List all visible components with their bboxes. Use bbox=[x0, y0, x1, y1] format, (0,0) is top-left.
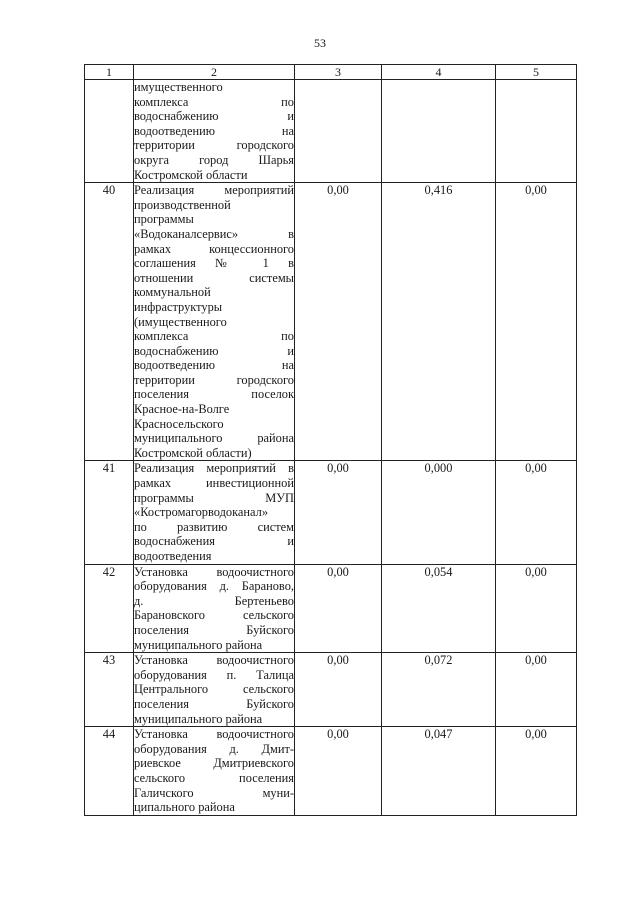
row-description bbox=[134, 183, 295, 461]
value-col-4: 0,054 bbox=[382, 564, 496, 653]
table-row bbox=[85, 80, 577, 183]
value-col-3: 0,00 bbox=[295, 564, 382, 653]
value-col-4: 0,047 bbox=[382, 727, 496, 816]
description-line: Установка водоочистного bbox=[134, 564, 294, 579]
description-line: поселения Буйского bbox=[134, 622, 294, 637]
description-line: программы МУП bbox=[134, 490, 294, 505]
row-number: 44 bbox=[85, 727, 134, 816]
description-line: д. Бертеньево bbox=[134, 593, 294, 608]
description-line: комплекса по bbox=[134, 329, 294, 344]
description-line: Реализация мероприятий в bbox=[134, 461, 294, 476]
description-line: территории городского bbox=[134, 372, 294, 387]
row-description bbox=[134, 727, 295, 816]
column-header: 5 bbox=[496, 65, 577, 80]
value-col-4: 0,072 bbox=[382, 653, 496, 727]
row-number: 42 bbox=[85, 564, 134, 653]
description-line: программы bbox=[134, 212, 194, 227]
row-number: 40 bbox=[85, 183, 134, 461]
value-col-5: 0,00 bbox=[496, 727, 577, 816]
description-line: оборудования д. Дмит- bbox=[134, 741, 294, 756]
description-line: инфраструктуры bbox=[134, 299, 223, 314]
description-line: поселения поселок bbox=[134, 387, 294, 402]
description-line: производственной bbox=[134, 197, 231, 212]
value-col-5 bbox=[496, 80, 577, 183]
description-line: рамках концессионного bbox=[134, 241, 294, 256]
value-col-5: 0,00 bbox=[496, 653, 577, 727]
description-line: соглашения № 1 в bbox=[134, 256, 294, 271]
description-line: коммунальной bbox=[134, 285, 211, 300]
description-line: Реализация мероприятий bbox=[134, 183, 294, 198]
table-body bbox=[85, 80, 577, 816]
description-line: муниципального района bbox=[134, 637, 263, 652]
description-line: Установка водоочистного bbox=[134, 727, 294, 742]
description-line: по развитию систем bbox=[134, 519, 294, 534]
table-header-row bbox=[85, 65, 577, 80]
description-line: Барановского сельского bbox=[134, 608, 294, 623]
column-header: 4 bbox=[382, 65, 496, 80]
row-description bbox=[134, 461, 295, 564]
value-col-3: 0,00 bbox=[295, 461, 382, 564]
description-line: риевское Дмитриевского bbox=[134, 756, 294, 771]
table-row bbox=[85, 727, 577, 816]
row-number bbox=[85, 80, 134, 183]
description-line: водоснабжению и bbox=[134, 343, 294, 358]
value-col-3: 0,00 bbox=[295, 183, 382, 461]
description-line: Красносельского bbox=[134, 416, 224, 431]
description-line: поселения Буйского bbox=[134, 696, 294, 711]
description-line: отношении системы bbox=[134, 270, 294, 285]
table-row bbox=[85, 183, 577, 461]
description-line: рамках инвестиционной bbox=[134, 476, 294, 491]
description-line: Установка водоочистного bbox=[134, 653, 294, 668]
description-line: Костромской области) bbox=[134, 445, 252, 460]
description-line: Костромской области bbox=[134, 167, 248, 182]
table-row bbox=[85, 653, 577, 727]
row-description bbox=[134, 80, 295, 183]
value-col-4: 0,416 bbox=[382, 183, 496, 461]
description-line: водоотведения bbox=[134, 549, 212, 563]
row-description bbox=[134, 653, 295, 727]
table-row bbox=[85, 461, 577, 564]
description-line: оборудования п. Талица bbox=[134, 667, 294, 682]
value-col-4: 0,000 bbox=[382, 461, 496, 564]
row-number: 43 bbox=[85, 653, 134, 727]
description-line: (имущественного bbox=[134, 314, 227, 329]
description-line: сельского поселения bbox=[134, 770, 294, 785]
table-row bbox=[85, 564, 577, 653]
description-line: водоотведению на bbox=[134, 358, 294, 373]
value-col-5: 0,00 bbox=[496, 461, 577, 564]
column-header: 3 bbox=[295, 65, 382, 80]
description-line: Красное-на-Волге bbox=[134, 402, 230, 417]
description-line: «Водоканалсервис» в bbox=[134, 226, 294, 241]
value-col-4 bbox=[382, 80, 496, 183]
description-line: «Костромагорводоканал» bbox=[134, 505, 269, 520]
column-header: 1 bbox=[85, 65, 134, 80]
data-table bbox=[84, 64, 577, 816]
row-description bbox=[134, 564, 295, 653]
description-line: оборудования д. Бараново, bbox=[134, 579, 294, 594]
page-number: 53 bbox=[314, 36, 326, 50]
description-line: имущественного bbox=[134, 80, 223, 94]
description-line: водоотведению на bbox=[134, 123, 294, 138]
description-line: водоснабжения и bbox=[134, 534, 294, 549]
description-line: муниципального района bbox=[134, 711, 263, 726]
description-line: округа город Шарья bbox=[134, 152, 294, 167]
value-col-3: 0,00 bbox=[295, 653, 382, 727]
value-col-5: 0,00 bbox=[496, 564, 577, 653]
description-line: территории городского bbox=[134, 138, 294, 153]
value-col-3: 0,00 bbox=[295, 727, 382, 816]
value-col-5: 0,00 bbox=[496, 183, 577, 461]
description-line: Центрального сельского bbox=[134, 682, 294, 697]
description-line: Галичского муни- bbox=[134, 785, 294, 800]
description-line: комплекса по bbox=[134, 94, 294, 109]
description-line: водоснабжению и bbox=[134, 109, 294, 124]
row-number: 41 bbox=[85, 461, 134, 564]
column-header: 2 bbox=[134, 65, 295, 80]
value-col-3 bbox=[295, 80, 382, 183]
description-line: муниципального района bbox=[134, 431, 294, 446]
description-line: ципального района bbox=[134, 800, 235, 815]
